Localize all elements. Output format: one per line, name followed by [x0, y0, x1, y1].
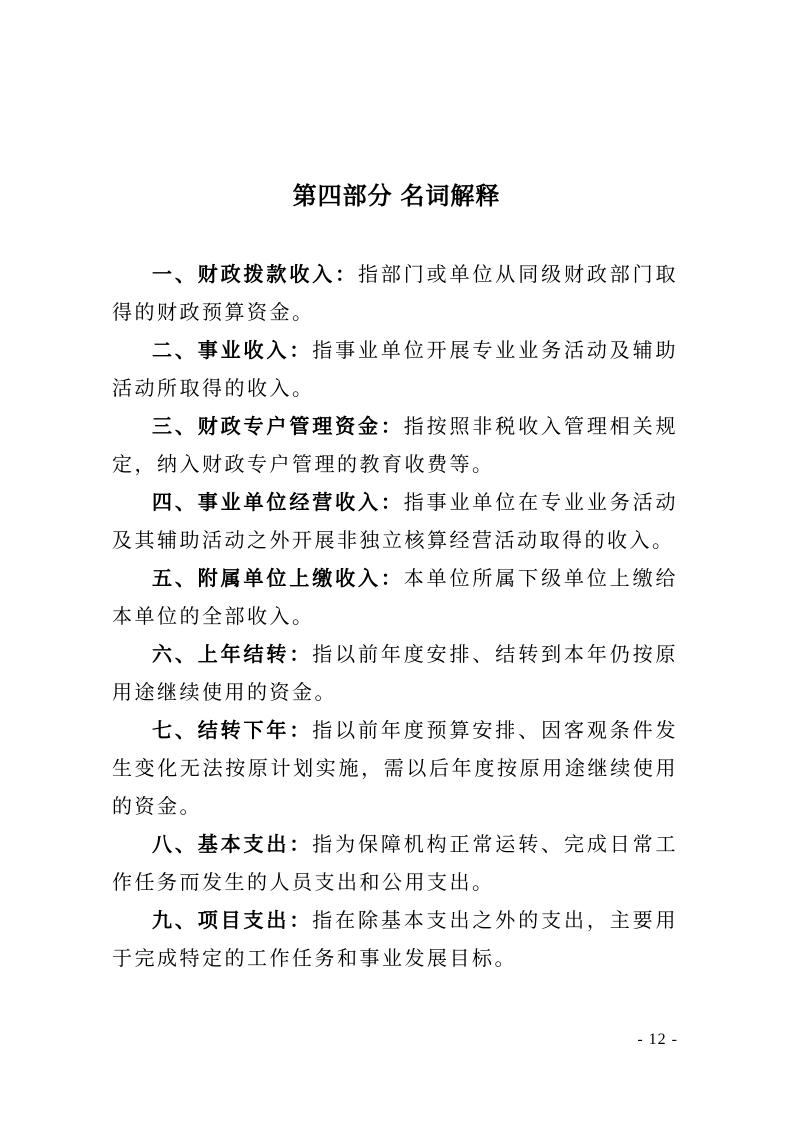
definition-paragraph-8 [112, 826, 678, 902]
page-number: - 12 - [637, 1031, 678, 1048]
definition-term: 四、事业单位经营收入： [152, 492, 404, 514]
definition-term: 六、上年结转： [152, 644, 313, 666]
definition-text: 指事业单位在专业业务活动及其辅助活动之外开展非独立核算经营活动取得的收入。 [112, 492, 678, 552]
definition-text: 指为保障机构正常运转、完成日常工作任务而发生的人员支出和公用支出。 [112, 834, 679, 894]
page-title: 第四部分 名词解释 [292, 183, 501, 210]
definition-paragraph-4 [112, 484, 678, 560]
definition-text: 本单位所属下级单位上缴给本单位的全部收入。 [112, 568, 678, 628]
definition-paragraph-5 [112, 560, 678, 636]
definition-text: 指部门或单位从同级财政部门取得的财政预算资金。 [112, 264, 679, 324]
definition-text: 指以前年度安排、结转到本年仍按原用途继续使用的资金。 [112, 644, 679, 704]
definition-text: 指在除基本支出之外的支出，主要用于完成特定的工作任务和事业发展目标。 [112, 910, 679, 970]
definition-term: 五、附属单位上缴收入： [152, 568, 404, 590]
definition-paragraph-9 [112, 902, 678, 978]
definition-term: 三、财政专户管理资金： [152, 416, 404, 438]
definition-term: 七、结转下年： [152, 720, 313, 742]
definition-term: 二、事业收入： [152, 340, 313, 362]
definition-paragraph-2 [112, 332, 678, 408]
definition-paragraph-1 [112, 256, 678, 332]
definition-paragraph-6 [112, 636, 678, 712]
definition-text: 指按照非税收入管理相关规定，纳入财政专户管理的教育收费等。 [112, 416, 678, 476]
definition-text: 指以前年度预算安排、因客观条件发生变化无法按原计划实施，需以后年度按原用途继续使用的资金。 [112, 720, 679, 818]
definition-term: 八、基本支出： [152, 834, 313, 856]
definitions-list [112, 256, 678, 978]
definition-term: 九、项目支出： [152, 910, 313, 932]
definition-text: 指事业单位开展专业业务活动及辅助活动所取得的收入。 [112, 340, 679, 400]
definition-term: 一、财政拨款收入： [152, 264, 358, 286]
definition-paragraph-3 [112, 408, 678, 484]
definition-paragraph-7 [112, 712, 678, 826]
